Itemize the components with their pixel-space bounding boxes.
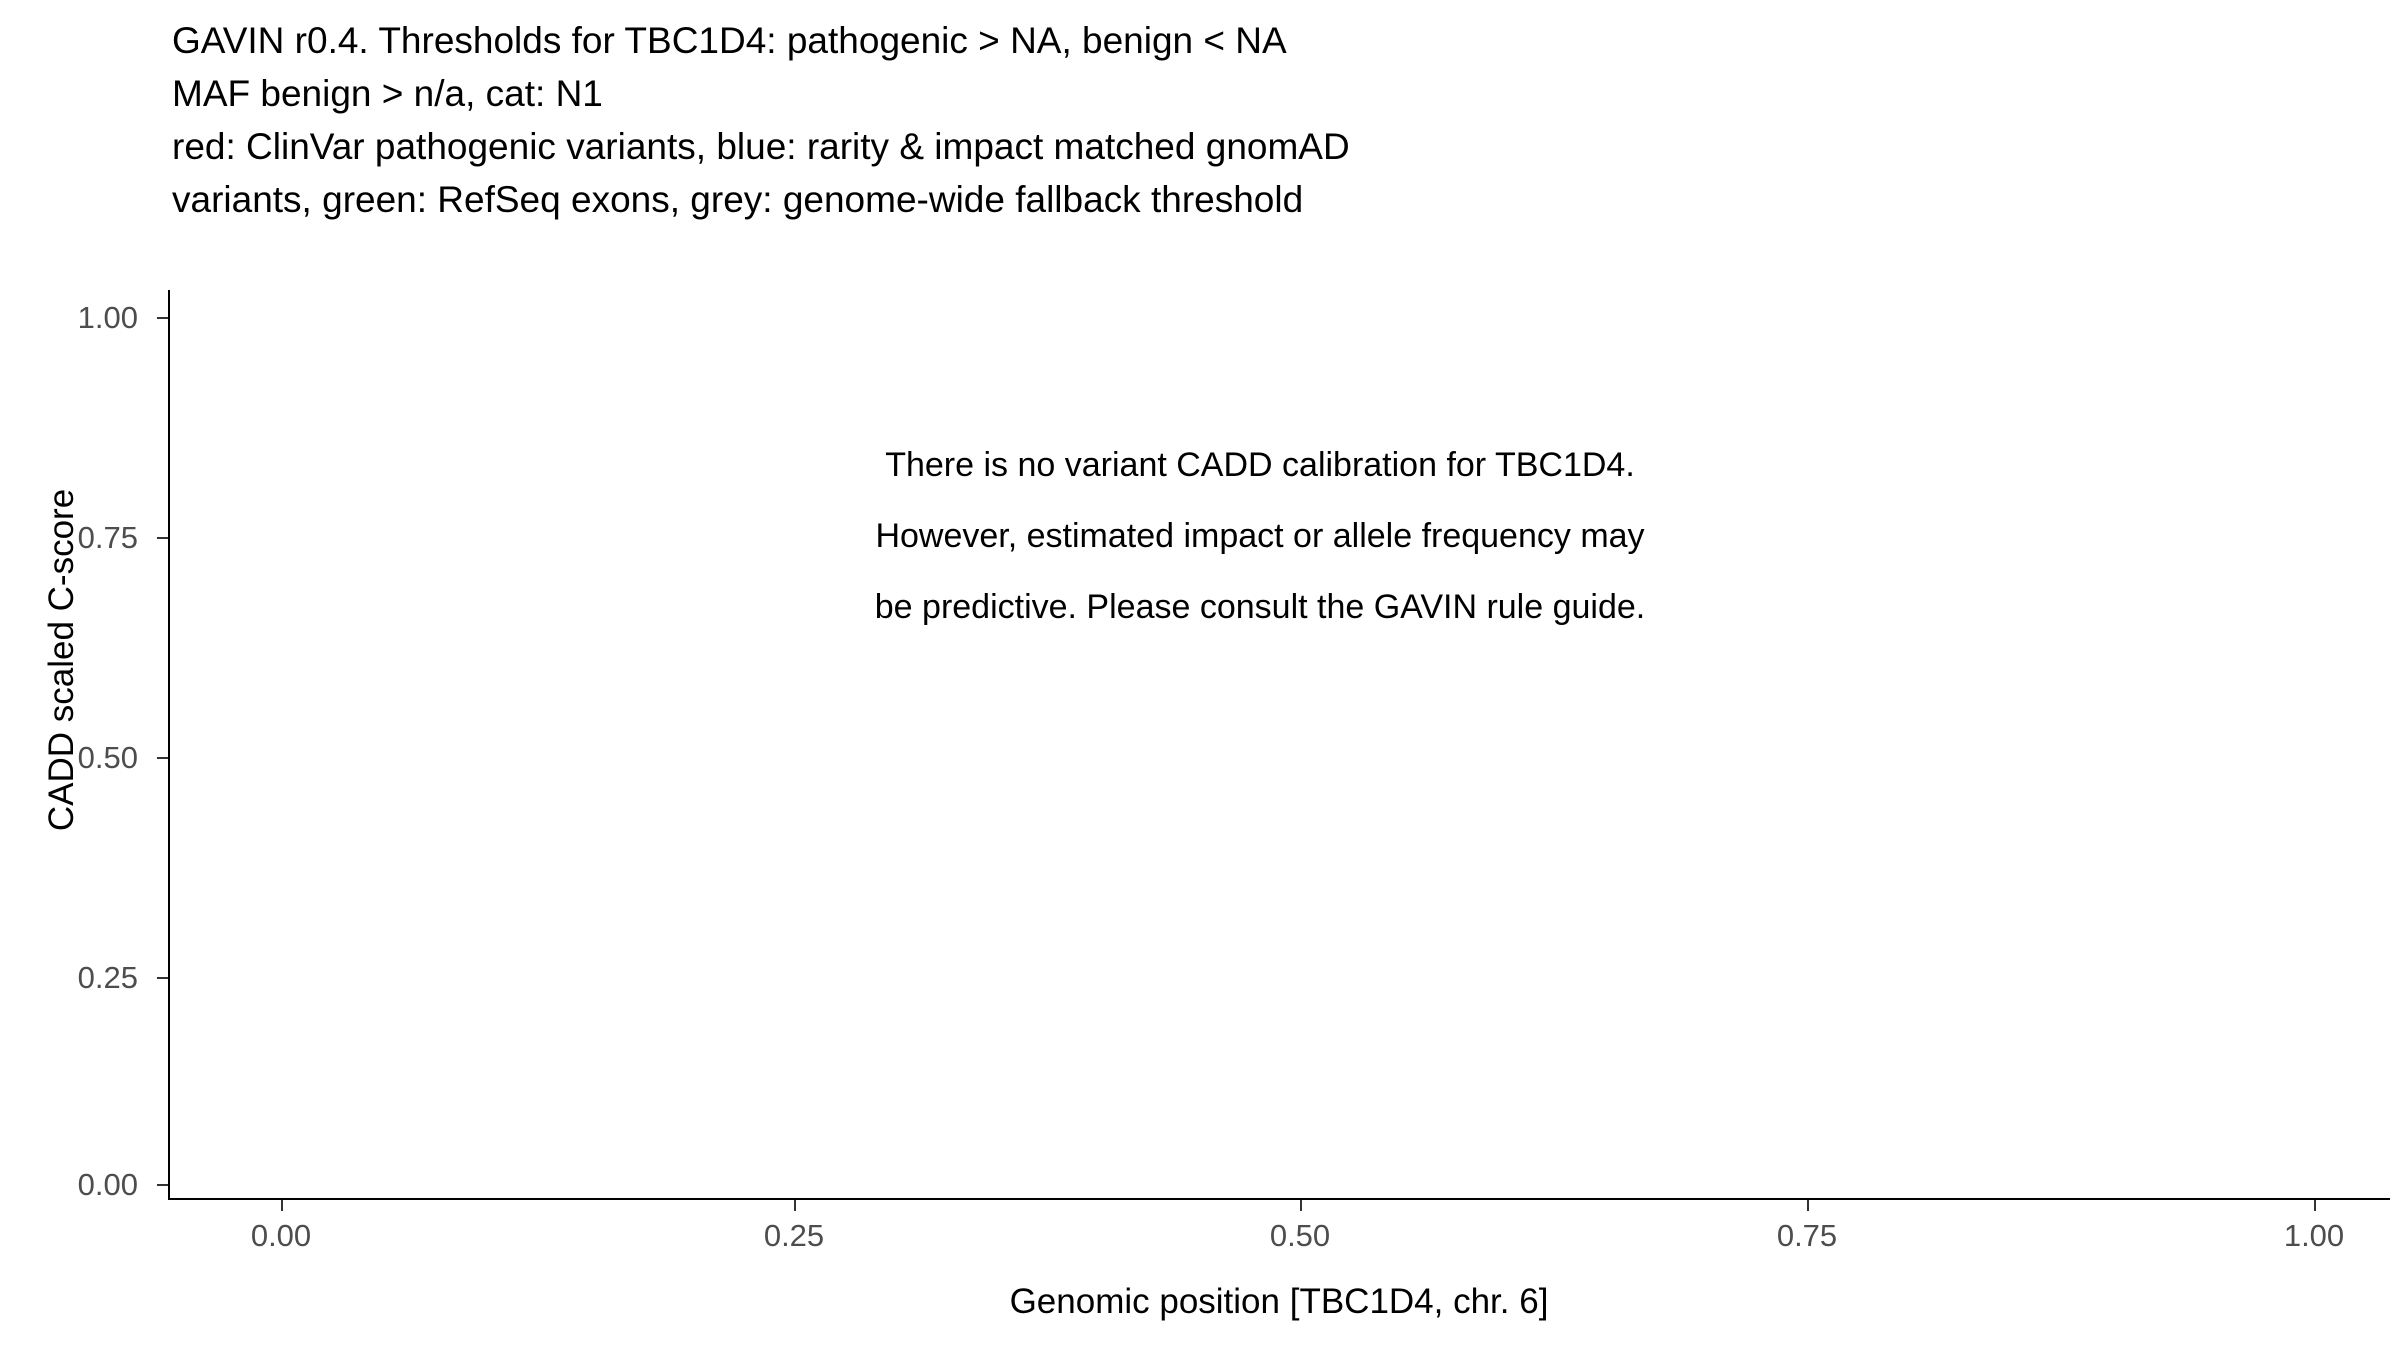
chart-title-line-1: GAVIN r0.4. Thresholds for TBC1D4: pathogenic > NA, benign < NA xyxy=(172,20,1287,61)
panel-annotation-line-1: There is no variant CADD calibration for TBC1D4. xyxy=(885,446,1635,484)
panel-annotation-line-3: be predictive. Please consult the GAVIN rule guide. xyxy=(874,588,1646,626)
x-tick-label-0.00: 0.00 xyxy=(250,1218,312,1253)
x-tick-mark-0.25 xyxy=(794,1200,796,1211)
y-tick-label-1.00: 1.00 xyxy=(77,300,138,335)
x-tick-label-0.25: 0.25 xyxy=(763,1218,825,1253)
chart-title-line-3: red: ClinVar pathogenic variants, blue: rarity & impact matched gnomAD xyxy=(172,126,1350,167)
panel-annotation xyxy=(640,430,1880,643)
x-tick-mark-1.00 xyxy=(2314,1200,2316,1211)
panel-annotation-line-2: However, estimated impact or allele frequency may xyxy=(875,517,1645,555)
y-tick-mark-0.25 xyxy=(157,977,168,979)
y-tick-label-0.00: 0.00 xyxy=(77,1167,138,1202)
x-tick-mark-0.75 xyxy=(1807,1200,1809,1211)
x-tick-label-0.75: 0.75 xyxy=(1776,1218,1838,1253)
y-tick-mark-0.75 xyxy=(157,537,168,539)
x-tick-mark-0.50 xyxy=(1300,1200,1302,1211)
y-tick-mark-0.00 xyxy=(157,1184,168,1186)
x-tick-mark-0.00 xyxy=(281,1200,283,1211)
chart-title-line-4: variants, green: RefSeq exons, grey: genome-wide fallback threshold xyxy=(172,179,1304,220)
y-axis-line xyxy=(168,290,170,1199)
y-tick-label-0.25: 0.25 xyxy=(77,960,138,995)
chart-title-line-2: MAF benign > n/a, cat: N1 xyxy=(172,73,603,114)
y-tick-mark-1.00 xyxy=(157,317,168,319)
y-axis-label: CADD scaled C-score xyxy=(42,488,81,832)
x-tick-label-0.50: 0.50 xyxy=(1269,1218,1331,1253)
plot-panel xyxy=(168,290,2390,1197)
x-axis-label: Genomic position [TBC1D4, chr. 6] xyxy=(1009,1282,1549,1321)
x-tick-label-1.00: 1.00 xyxy=(2283,1218,2345,1253)
y-tick-mark-0.50 xyxy=(157,757,168,759)
x-axis-line xyxy=(168,1198,2390,1200)
y-tick-label-0.75: 0.75 xyxy=(77,520,138,555)
y-tick-label-0.50: 0.50 xyxy=(77,740,138,775)
